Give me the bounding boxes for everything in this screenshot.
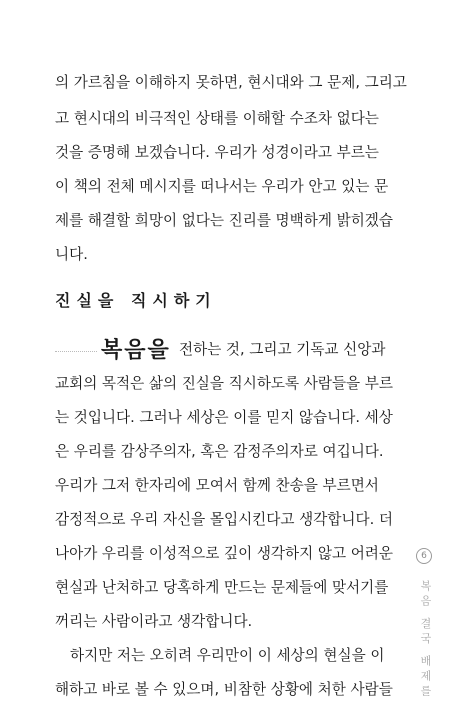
paragraph-1-line-5: 제를 해결할 희망이 없다는 진리를 명백하게 밝히겠습	[55, 212, 393, 229]
section-heading: 진실을 직시하기	[55, 291, 217, 310]
paragraph-3-line-1: 하지만 저는 오히려 우리만이 이 세상의 현실을 이	[70, 647, 385, 664]
paragraph-2-line-3: 는 것입니다. 그러나 세상은 이를 믿지 않습니다. 세상	[55, 409, 393, 426]
paragraph-1-line-3: 것을 증명해 보겠습니다. 우리가 성경이라고 부르는	[55, 144, 379, 161]
paragraph-2-line-7: 나아가 우리를 이성적으로 깊이 생각하지 않고 어려운	[55, 545, 393, 562]
paragraph-1-line-1: 의 가르침을 이해하지 못하면, 현시대와 그 문제, 그리고	[55, 74, 407, 91]
paragraph-2-line-5: 우리가 그저 한자리에 모여서 함께 찬송을 부르면서	[55, 477, 379, 494]
leader-dots	[55, 351, 97, 352]
paragraph-2-line-1-rest: 전하는 것, 그리고 기독교 신앙과	[179, 341, 386, 358]
chapter-number-badge: 6	[416, 548, 432, 564]
paragraph-2-line-6: 감정적으로 우리 자신을 몰입시킨다고 생각합니다. 더	[55, 511, 393, 528]
dropcap-word: 복음을	[101, 337, 171, 363]
paragraph-2-line-9: 꺼리는 사람이라고 생각합니다.	[55, 613, 253, 630]
paragraph-3-line-2: 해하고 바로 볼 수 있으며, 비참한 상황에 처한 사람들	[55, 681, 393, 698]
paragraph-1-line-2: 고 현시대의 비극적인 상태를 이해할 수조차 없다는	[55, 110, 379, 127]
paragraph-1-line-4: 이 책의 전체 메시지를 떠나서는 우리가 안고 있는 문	[55, 178, 389, 195]
paragraph-1-line-6: 니다.	[55, 246, 88, 263]
paragraph-2-line-4: 은 우리를 감상주의자, 혹은 감정주의자로 여깁니다.	[55, 443, 384, 460]
paragraph-2-line-2: 교회의 목적은 삶의 진실을 직시하도록 사람들을 부르	[55, 375, 393, 392]
chapter-side-title: 복음 결국 배제를	[419, 580, 432, 700]
paragraph-2-first-line	[55, 336, 386, 363]
paragraph-2-line-8: 현실과 난처하고 당혹하게 만드는 문제들에 맞서기를	[55, 579, 389, 596]
